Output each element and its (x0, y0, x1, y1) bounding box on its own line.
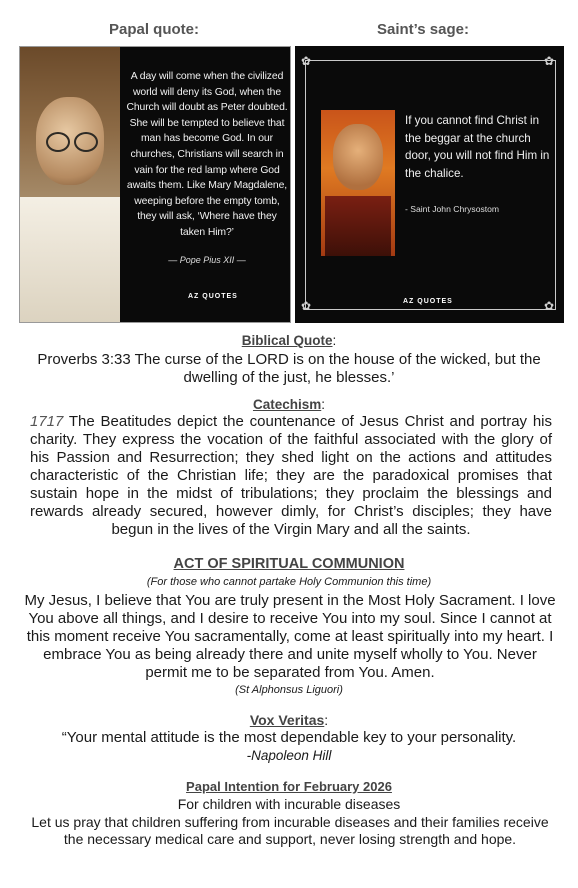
saints-quote-text: If you cannot find Christ in the beggar at the church door, you will not find Him in the chalice. (405, 114, 550, 180)
azquotes-logo: AZ QUOTES (403, 298, 453, 305)
saints-sage-image: ✿ ✿ ✿ ✿ If you cannot find Christ in the beggar at the church door, you will not find Him in the chalice. - Saint John Chrysostom AZ QUOTES (295, 46, 564, 323)
saints-quote-attribution: - Saint John Chrysostom (405, 204, 500, 214)
pope-portrait (20, 47, 120, 322)
papal-quote-text: A day will come when the civilized world will deny its God, when the Church will doubt as Peter doubted. She will be tempted to believe that man has become God. In our churches, Christians will search in vain for the red lamp where God awaits them. Like Mary Magdalene, weeping before the empty tomb, they will ask, ‘Where have they taken Him?’ (126, 71, 288, 238)
vox-veritas-heading: Vox Veritas: (249, 712, 329, 728)
saints-sage-heading: Saint’s sage: (377, 21, 469, 38)
papal-quote-heading: Papal quote: (109, 21, 200, 38)
papal-quote-image (19, 46, 291, 323)
biblical-quote-heading: Biblical Quote: (241, 333, 337, 348)
saint-icon-portrait (321, 110, 395, 256)
communion-heading: ACT OF SPIRITUAL COMMUNION (173, 556, 405, 572)
papal-intention-subtitle: For children with incurable diseases (177, 796, 401, 812)
azquotes-logo: AZ QUOTES (188, 293, 238, 300)
catechism-text: 1717 The Beatitudes depict the countenance of Jesus Christ and portray his charity. They express the vocation of the faithful associated with the glory of his Passion and Resurrection; they shed light on the actions and attitudes characteristic of the Christian life; they are the paradoxical promises that sustain hope in the midst of tribulations; they proclaim the blessings and rewards already secured, however dimly, for Christ’s disciples; they have begun in the lives of the Virgin Mary and all the saints. (30, 413, 552, 538)
papal-intention-heading: Papal Intention for February 2026 (186, 779, 392, 794)
papal-signature: — Pope Pius XII — (168, 255, 246, 265)
communion-subtitle: (For those who cannot partake Holy Communion this time) (146, 576, 432, 588)
vox-veritas-quote: “Your mental attitude is the most dependable key to your personality. (61, 729, 517, 746)
communion-prayer: My Jesus, I believe that You are truly present in the Most Holy Sacrament. I love You above all things, and I desire to receive You into my soul. Since I cannot at this moment receive You sacramentally, come at least spiritually into my heart. I embrace You as being already there and unite myself wholly to You. Never permit me to be separated from You. Amen. (24, 592, 556, 681)
vox-veritas-author: -Napoleon Hill (246, 748, 332, 763)
catechism-heading: Catechism: (252, 397, 326, 412)
communion-attribution: (St Alphonsus Liguori) (235, 684, 343, 696)
biblical-quote-text: Proverbs 3:33 The curse of the LORD is on the house of the wicked, but the dwelling of the just, he blesses.’ (37, 351, 541, 386)
catechism-number: 1717 (30, 413, 64, 430)
papal-intention-text: Let us pray that children suffering from incurable diseases and their families receive the necessary medical care and support, never losing strength and hope. (31, 814, 549, 847)
